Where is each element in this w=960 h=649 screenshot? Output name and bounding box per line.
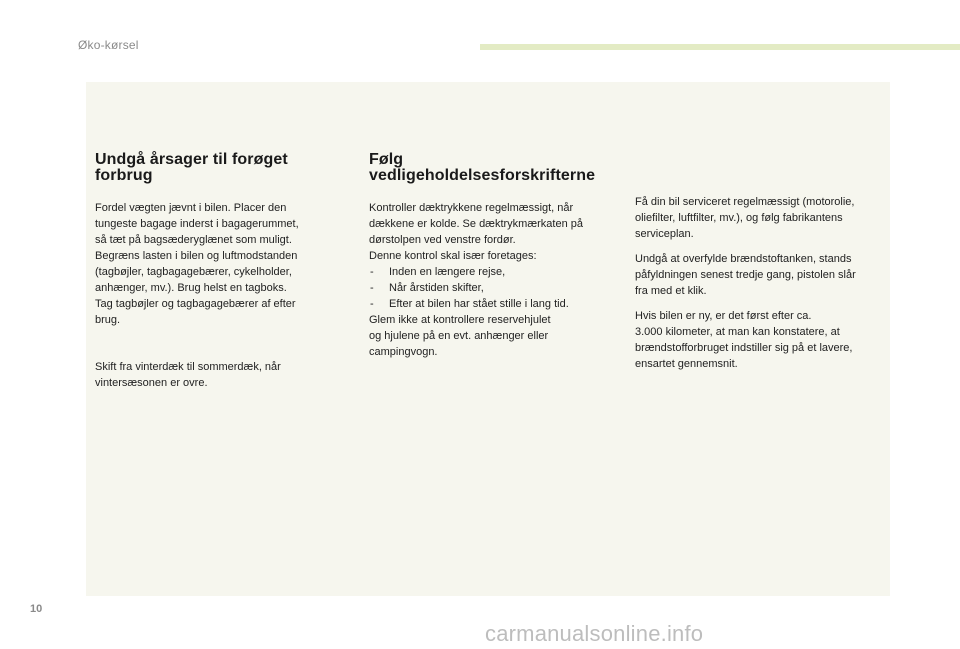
column-service <box>635 194 885 372</box>
paragraph-fuel-tank: Undgå at overfylde brændstoftanken, stands påfyldningen senest tredje gang, pistolen slår fra med et klik. <box>635 253 856 297</box>
list-item: - Inden en længere rejse, <box>370 266 506 278</box>
list-item: - Efter at bilen har stået stille i lang tid. <box>370 298 569 310</box>
section-label: Øko-kørsel <box>78 38 139 52</box>
paragraph-tyre-pressure: Kontroller dæktrykkene regelmæssigt, når dækkene er kolde. Se dæktrykmærkaten på dørstolpen ved venstre fordør. Denne kontrol skal især foretages: <box>369 202 583 262</box>
heading-maintenance: Følg vedligeholdelsesforskrifterne <box>369 151 596 184</box>
paragraph-new-car: Hvis bilen er ny, er det først efter ca. 3.000 kilometer, at man kan konstatere, at brændstofforbruget indstiller sig på et lavere, ensartet gennemsnit. <box>635 310 853 370</box>
heading-fuel-consumption: Undgå årsager til forøget forbrug <box>95 151 288 184</box>
page-number: 10 <box>30 603 43 615</box>
list-item: - Når årstiden skifter, <box>370 282 484 294</box>
paragraph-tyre-change: Skift fra vinterdæk til sommerdæk, når vintersæsonen er ovre. <box>95 361 281 389</box>
check-occasions-list <box>369 264 607 312</box>
paragraph-load-distribution: Fordel vægten jævnt i bilen. Placer den tungeste bagage inderst i bagagerummet, så tæt på bagsæderyglænet som muligt. Begræns lasten i bilen og luftmodstanden (tagbøjler, tagbagagebærer, cykelholder, anhænger, mv.). Brug helst en tagboks. Tag tagbøjler og tagbagagebærer af efter brug. <box>95 202 299 326</box>
column-fuel-consumption <box>95 152 327 391</box>
header-accent-bar <box>480 44 960 50</box>
paragraph-servicing: Få din bil serviceret regelmæssigt (motorolie, oliefilter, luftfilter, mv.), og følg fabrikantens serviceplan. <box>635 196 855 240</box>
paragraph-spare-wheel: Glem ikke at kontrollere reservehjulet og hjulene på en evt. anhænger eller campingvogn. <box>369 314 551 358</box>
column-maintenance <box>369 152 607 360</box>
watermark: carmanualsonline.info <box>485 621 704 646</box>
